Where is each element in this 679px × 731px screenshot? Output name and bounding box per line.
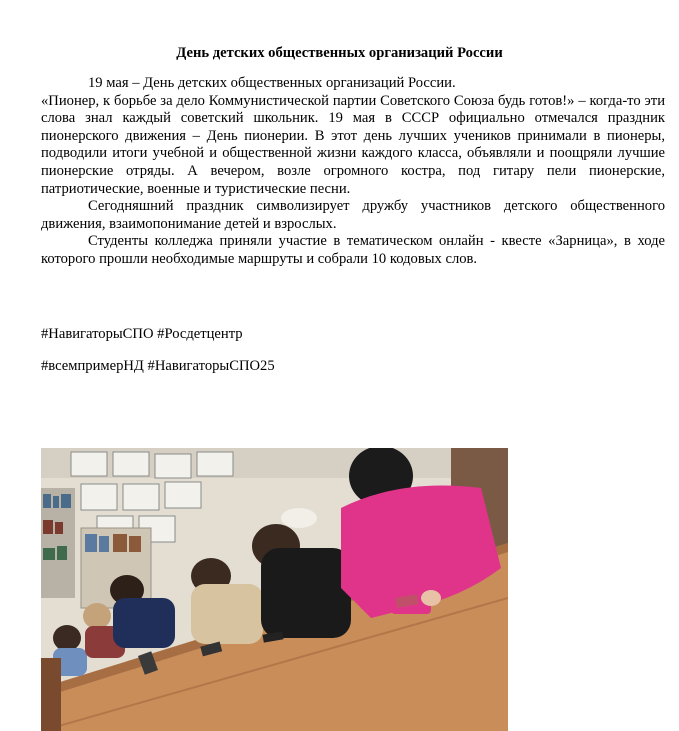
paragraph-intro: 19 мая – День детских общественных организаций России. bbox=[88, 75, 456, 91]
paragraph-symbolism: Сегодняшний праздник символизирует дружбу участников детского общественного движения, взаимопонимание детей и взрослых. bbox=[41, 198, 665, 232]
hashtags-line-2: #всемпримерНД #НавигаторыСПО25 bbox=[41, 358, 275, 374]
paragraph-history: «Пионер, к борьбе за дело Коммунистической партии Советского Союза будь готов!» – когда-то эти слова знал каждый советский школьник. 19 мая в СССР официально отмечался праздник пионерского движения – День пионерии. В этот день лучших учеников принимали в пионеры, подводили итоги учебной и общественной жизни каждого класса, объявляли и поощряли лучшие пионерские отряды. А вечером, возле огромного костра, под гитару пели пионерские, патриотические, военные и туристические песни. bbox=[41, 92, 665, 197]
hashtags-line-1: #НавигаторыСПО #Росдетцентр bbox=[41, 326, 243, 342]
paragraph-quest: Студенты колледжа приняли участие в тематическом онлайн - квесте «Зарница», в ходе которого прошли необходимые маршруты и собрали 10 кодовых слов. bbox=[41, 233, 665, 267]
students-photo-illustration bbox=[41, 448, 508, 731]
students-photo bbox=[41, 448, 508, 731]
document-title: День детских общественных организаций России bbox=[176, 45, 503, 61]
document-body bbox=[41, 75, 665, 269]
